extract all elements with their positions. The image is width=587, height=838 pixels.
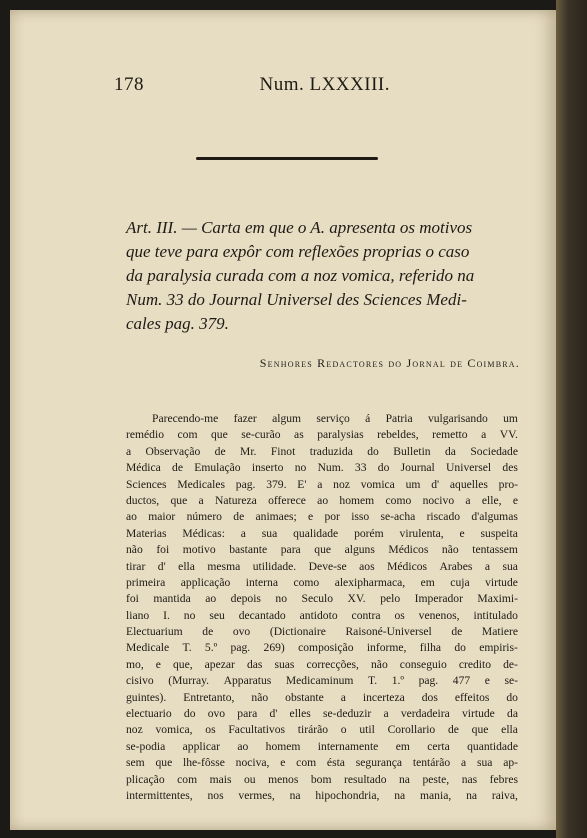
text-line: Médica de Emulação inserto no Num. 33 do Journal Universel des xyxy=(126,461,518,475)
text-line: plicação com mais ou menos bom resultado na peste, nas febres xyxy=(126,772,518,786)
text-line: intermittentes, nos vermes, na hipochondria, na mania, na raiva, xyxy=(126,788,518,802)
text-line: Materias Médicas: a sua qualidade porém virulenta, e suspeita xyxy=(126,526,518,540)
text-line: sem que lhe-fôsse nociva, e com ésta segurança tentárão a sua ap- xyxy=(126,756,518,770)
title-line: que teve para expôr com reflexões proprias o caso xyxy=(126,242,470,261)
page-number: 178 xyxy=(114,74,144,95)
decorative-rule xyxy=(196,157,378,160)
text-line: Parecendo-me fazer algum serviço á Patria vulgarisando um xyxy=(152,412,518,425)
book-spine xyxy=(556,0,587,838)
text-line: não foi motivo bastante para que alguns Médicos não tentassem xyxy=(126,543,518,557)
text-line: mo, e que, apezar das suas correcções, não conseguio credito de- xyxy=(126,657,518,671)
text-line: primeira applicação interna como alexipharmaca, em cuja virtude xyxy=(126,575,518,589)
salutation: Senhores Redactores do Jornal de Coimbra. xyxy=(259,356,520,370)
text-line: tirar d' ella mesma utilidade. Deve-se aos Médicos Arabes a sua xyxy=(126,559,518,573)
title-line: Num. 33 do Journal Universel des Sciences Medi- xyxy=(126,290,467,309)
running-header xyxy=(114,74,390,96)
letter-body xyxy=(126,411,518,804)
book-page xyxy=(10,10,556,830)
text-line: a Observação de Mr. Finot traduzida do Bulletin da Sociedade xyxy=(126,444,518,458)
text-line: remédio com que se-curão as paralysias rebeldes, remetto a VV. xyxy=(126,428,518,442)
article-title xyxy=(126,216,518,336)
text-line: electuario do ovo para d' elles se-deduzir a verdadeira virtude da xyxy=(126,707,518,721)
text-line: cisivo (Murray. Apparatus Medicaminum T. 1.º pag. 477 e se- xyxy=(126,674,518,688)
text-line: Medicale T. 5.º pag. 269) composição informe, filha do empiris- xyxy=(126,641,518,655)
title-line: Art. III. — Carta em que o A. apresenta os motivos xyxy=(126,218,473,237)
text-line: ductos, que a Natureza offerece ao homem como nocivo a elle, e xyxy=(126,493,518,507)
text-line: Electuarium de ovo (Dictionaire Raisoné-Universel de Matiere xyxy=(126,625,518,639)
text-line: liano I. no seu decantado antidoto contra os venenos, intitulado xyxy=(126,608,518,622)
text-line: foi mantida ao depois no Seculo XV. pelo Imperador Maximi- xyxy=(126,592,518,606)
text-line: noz vomica, os Facultativos tirárão o util Corollario de que ella xyxy=(126,723,518,737)
text-line: se-podia applicar ao homem internamente em certa quantidade xyxy=(126,739,518,753)
title-line: da paralysia curada com a noz vomica, referido na xyxy=(126,266,475,285)
section-title: Num. LXXXIII. xyxy=(259,74,390,95)
text-line: guintes). Entretanto, não obstante a incerteza dos effeitos do xyxy=(126,690,518,704)
title-line: cales pag. 379. xyxy=(126,314,229,333)
text-line: ao maior número de animaes; e por isso se-acha riscado d'algumas xyxy=(126,510,518,524)
text-line: Sciences Medicales pag. 379. E' a noz vomica um d' aquelles pro- xyxy=(126,477,518,491)
